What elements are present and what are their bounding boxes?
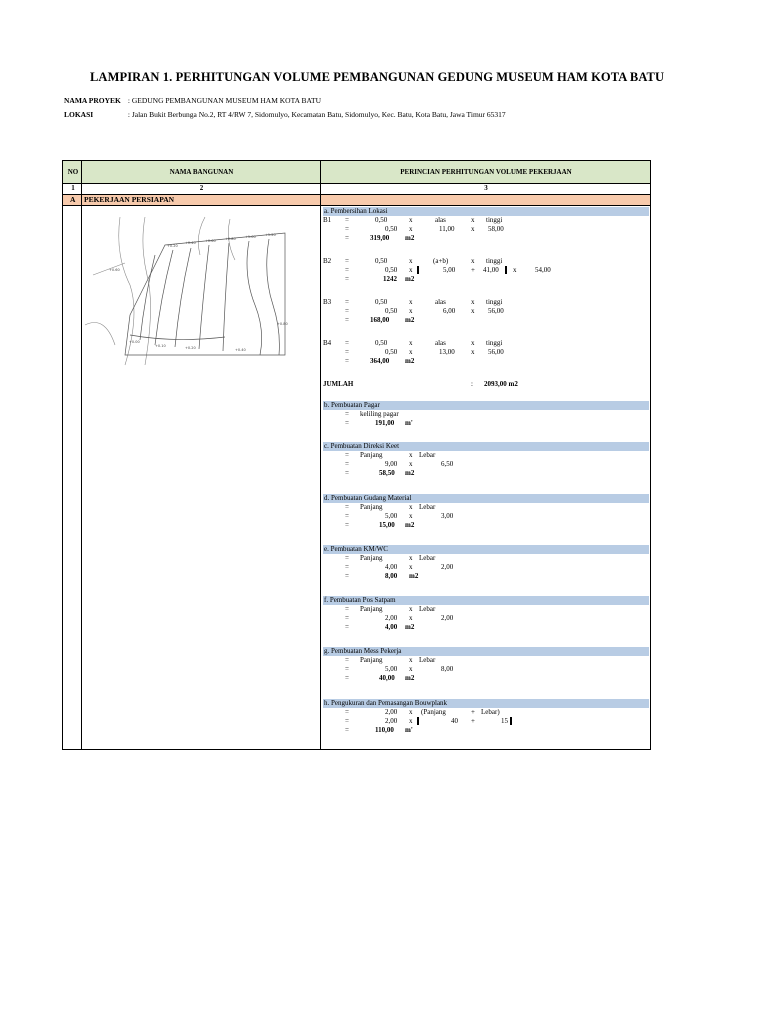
b4-x2: x bbox=[471, 339, 475, 347]
project-label: NAMA PROYEK bbox=[64, 96, 121, 105]
item-h-title: h. Pengukuran dan Pemasangan Bouwplank bbox=[324, 699, 448, 707]
g-eq3: = bbox=[345, 674, 349, 682]
item-d-title: d. Pembuatan Gudang Material bbox=[324, 494, 412, 502]
g-panjang: Panjang bbox=[360, 656, 383, 664]
column-number-row bbox=[63, 183, 650, 195]
svg-text:+0.20: +0.20 bbox=[167, 244, 178, 248]
b2-x4: x bbox=[513, 266, 517, 274]
b1-val2: 11,00 bbox=[439, 225, 455, 233]
g-eq: = bbox=[345, 656, 349, 664]
b3-val2: 6,00 bbox=[443, 307, 456, 315]
b2-x3: x bbox=[409, 266, 413, 274]
b1-val3: 58,00 bbox=[488, 225, 504, 233]
b1-unit: m2 bbox=[405, 234, 415, 242]
b2-val1: 0,50 bbox=[385, 266, 398, 274]
b-result: 191,00 bbox=[375, 419, 395, 427]
c-panjang: Panjang bbox=[360, 451, 383, 459]
b2-val4: 54,00 bbox=[535, 266, 551, 274]
f-unit: m2 bbox=[405, 623, 415, 631]
b4-x: x bbox=[409, 339, 413, 347]
project-value: : GEDUNG PEMBANGUNAN MUSEUM HAM KOTA BATU bbox=[127, 96, 322, 105]
b4-x3: x bbox=[409, 348, 413, 356]
b4-result: 364,00 bbox=[370, 357, 390, 365]
b4-val2: 13,00 bbox=[439, 348, 455, 356]
c-x2: x bbox=[409, 460, 413, 468]
b1-x2: x bbox=[471, 216, 475, 224]
d-x2: x bbox=[409, 512, 413, 520]
table-header bbox=[63, 161, 650, 184]
g-result: 40,00 bbox=[379, 674, 395, 682]
b-eq: = bbox=[345, 410, 349, 418]
d-val1: 5,00 bbox=[385, 512, 398, 520]
svg-text:+1.00: +1.00 bbox=[245, 235, 256, 239]
svg-text:+0.60: +0.60 bbox=[109, 268, 120, 272]
svg-text:+0.80: +0.80 bbox=[277, 322, 288, 326]
section-a-row bbox=[63, 195, 650, 206]
b2-eq: = bbox=[345, 257, 349, 265]
b3-val3: 56,00 bbox=[488, 307, 504, 315]
h-eq: = bbox=[345, 708, 349, 716]
h-val3: 40 bbox=[451, 717, 458, 725]
b2-x: x bbox=[409, 257, 413, 265]
item-f-title: f. Pembuatan Pos Satpam bbox=[324, 596, 396, 604]
svg-text:+0.20: +0.20 bbox=[185, 346, 196, 350]
b1-label: B1 bbox=[323, 216, 332, 224]
d-val2: 3,00 bbox=[441, 512, 454, 520]
f-x: x bbox=[409, 605, 413, 613]
c-x: x bbox=[409, 451, 413, 459]
b-unit: m' bbox=[405, 419, 413, 427]
b1-val1: 0,50 bbox=[385, 225, 398, 233]
volume-table bbox=[62, 160, 651, 750]
b4-alas: alas bbox=[435, 339, 446, 347]
jumlah-label: JUMLAH bbox=[323, 380, 354, 388]
jumlah-value: 2093,00 m2 bbox=[484, 380, 518, 388]
h-bar bbox=[417, 717, 419, 725]
f-lebar: Lebar bbox=[419, 605, 436, 613]
e-unit: m2 bbox=[409, 572, 419, 580]
h-plus2: + bbox=[471, 717, 475, 725]
h-x: x bbox=[409, 708, 413, 716]
f-val1: 2,00 bbox=[385, 614, 398, 622]
g-eq2: = bbox=[345, 665, 349, 673]
h-eq2: = bbox=[345, 717, 349, 725]
d-eq2: = bbox=[345, 512, 349, 520]
col-number-2: 2 bbox=[199, 184, 204, 192]
svg-text:+0.00: +0.00 bbox=[129, 340, 140, 344]
b-keliling: keliling pagar bbox=[360, 410, 399, 418]
b3-eq2: = bbox=[345, 307, 349, 315]
b1-alas: alas bbox=[435, 216, 446, 224]
b2-unit: m2 bbox=[405, 275, 415, 283]
column-divider bbox=[81, 161, 82, 749]
b1-eq: = bbox=[345, 216, 349, 224]
c-val1: 9,00 bbox=[385, 460, 398, 468]
svg-text:+0.60: +0.60 bbox=[205, 239, 216, 243]
b3-half: 0,50 bbox=[375, 298, 388, 306]
b4-tinggi: tinggi bbox=[486, 339, 503, 347]
c-unit: m2 bbox=[405, 469, 415, 477]
item-g-title: g. Pembuatan Mess Pekerja bbox=[324, 647, 402, 655]
b1-x3: x bbox=[409, 225, 413, 233]
f-eq3: = bbox=[345, 623, 349, 631]
b4-val1: 0,50 bbox=[385, 348, 398, 356]
b2-val2: 5,00 bbox=[443, 266, 456, 274]
d-eq3: = bbox=[345, 521, 349, 529]
document-title: LAMPIRAN 1. PERHITUNGAN VOLUME PEMBANGUNAN GEDUNG MUSEUM HAM KOTA BATU bbox=[90, 70, 665, 84]
b4-eq: = bbox=[345, 339, 349, 347]
b2-result: 1242 bbox=[383, 275, 397, 283]
f-val2: 2,00 bbox=[441, 614, 454, 622]
jumlah-colon: : bbox=[471, 380, 473, 388]
c-lebar: Lebar bbox=[419, 451, 436, 459]
col-number-1: 1 bbox=[71, 184, 75, 192]
f-eq: = bbox=[345, 605, 349, 613]
b3-x: x bbox=[409, 298, 413, 306]
h-panjang: (Panjang bbox=[421, 708, 446, 716]
b3-val1: 0,50 bbox=[385, 307, 398, 315]
h-val2: 2,00 bbox=[385, 717, 398, 725]
e-x: x bbox=[409, 554, 413, 562]
b1-half: 0,50 bbox=[375, 216, 388, 224]
d-lebar: Lebar bbox=[419, 503, 436, 511]
b3-x2: x bbox=[471, 298, 475, 306]
g-x: x bbox=[409, 656, 413, 664]
h-unit: m' bbox=[405, 726, 413, 734]
d-result: 15,00 bbox=[379, 521, 395, 529]
b4-label: B4 bbox=[323, 339, 332, 347]
b2-half: 0,50 bbox=[375, 257, 388, 265]
g-unit: m2 bbox=[405, 674, 415, 682]
item-a-title: a. Pembersihan Lokasi bbox=[324, 207, 388, 215]
b3-unit: m2 bbox=[405, 316, 415, 324]
col-number-3: 3 bbox=[484, 184, 488, 192]
d-x: x bbox=[409, 503, 413, 511]
b4-half: 0,50 bbox=[375, 339, 388, 347]
b2-x2: x bbox=[471, 257, 475, 265]
h-lebar: Lebar) bbox=[481, 708, 500, 716]
d-eq: = bbox=[345, 503, 349, 511]
b1-x4: x bbox=[471, 225, 475, 233]
location-row bbox=[64, 110, 506, 119]
b2-eq2: = bbox=[345, 266, 349, 274]
svg-text:+0.40: +0.40 bbox=[235, 348, 246, 352]
b3-label: B3 bbox=[323, 298, 332, 306]
g-lebar: Lebar bbox=[419, 656, 436, 664]
b1-eq3: = bbox=[345, 234, 349, 242]
section-name: PEKERJAAN PERSIAPAN bbox=[84, 195, 175, 204]
header-no: NO bbox=[67, 168, 79, 176]
svg-text:+0.10: +0.10 bbox=[155, 344, 166, 348]
b1-result: 319,00 bbox=[370, 234, 390, 242]
item-b-title: b. Pembuatan Pagar bbox=[324, 401, 380, 409]
f-panjang: Panjang bbox=[360, 605, 383, 613]
g-x2: x bbox=[409, 665, 413, 673]
e-val1: 4,00 bbox=[385, 563, 398, 571]
item-c-title: c. Pembuatan Direksi Keet bbox=[324, 442, 400, 450]
e-result: 8,00 bbox=[385, 572, 398, 580]
b4-eq3: = bbox=[345, 357, 349, 365]
b3-x3: x bbox=[409, 307, 413, 315]
g-val2: 8,00 bbox=[441, 665, 454, 673]
h-x2: x bbox=[409, 717, 413, 725]
h-bar2 bbox=[510, 717, 512, 725]
c-eq2: = bbox=[345, 460, 349, 468]
b1-tinggi: tinggi bbox=[486, 216, 503, 224]
e-lebar: Lebar bbox=[419, 554, 436, 562]
b4-x4: x bbox=[471, 348, 475, 356]
b3-tinggi: tinggi bbox=[486, 298, 503, 306]
b2-plus: + bbox=[471, 266, 475, 274]
e-eq3: = bbox=[345, 572, 349, 580]
b4-eq2: = bbox=[345, 348, 349, 356]
b4-unit: m2 bbox=[405, 357, 415, 365]
f-eq2: = bbox=[345, 614, 349, 622]
h-plus: + bbox=[471, 708, 475, 716]
b3-eq3: = bbox=[345, 316, 349, 324]
header-nama-bangunan: NAMA BANGUNAN bbox=[169, 168, 234, 176]
f-x2: x bbox=[409, 614, 413, 622]
b1-eq2: = bbox=[345, 225, 349, 233]
e-eq2: = bbox=[345, 563, 349, 571]
h-val1: 2,00 bbox=[385, 708, 398, 716]
b3-x4: x bbox=[471, 307, 475, 315]
h-val4: 15 bbox=[501, 717, 508, 725]
b-eq2: = bbox=[345, 419, 349, 427]
item-e-title: e. Pembuatan KM/WC bbox=[324, 545, 388, 553]
c-val2: 6,50 bbox=[441, 460, 454, 468]
location-label: LOKASI bbox=[64, 110, 94, 119]
c-eq3: = bbox=[345, 469, 349, 477]
svg-text:+1.20: +1.20 bbox=[265, 233, 276, 237]
column-divider bbox=[320, 161, 321, 749]
b2-val3: 41,00 bbox=[483, 266, 499, 274]
e-panjang: Panjang bbox=[360, 554, 383, 562]
b2-tinggi: tinggi bbox=[486, 257, 503, 265]
h-eq3: = bbox=[345, 726, 349, 734]
svg-text:+0.40: +0.40 bbox=[185, 241, 196, 245]
c-eq: = bbox=[345, 451, 349, 459]
b2-bar2 bbox=[505, 266, 507, 274]
e-val2: 2,00 bbox=[441, 563, 454, 571]
e-eq: = bbox=[345, 554, 349, 562]
b3-eq: = bbox=[345, 298, 349, 306]
d-unit: m2 bbox=[405, 521, 415, 529]
b3-alas: alas bbox=[435, 298, 446, 306]
site-contour-map bbox=[85, 215, 288, 365]
g-val1: 5,00 bbox=[385, 665, 398, 673]
b2-bar bbox=[417, 266, 419, 274]
b3-result: 168,00 bbox=[370, 316, 390, 324]
e-x2: x bbox=[409, 563, 413, 571]
section-code: A bbox=[70, 195, 76, 204]
svg-text:+0.80: +0.80 bbox=[225, 237, 236, 241]
header-perincian: PERINCIAN PERHITUNGAN VOLUME PEKERJAAN bbox=[400, 168, 572, 176]
location-value: : Jalan Bukit Berbunga No.2, RT 4/RW 7, Sidomulyo, Kecamatan Batu, Sidomulyo, Kec. Batu, Kota Batu, Jawa Timur 65317 bbox=[127, 110, 506, 119]
b4-val3: 56,00 bbox=[488, 348, 504, 356]
f-result: 4,00 bbox=[385, 623, 398, 631]
d-panjang: Panjang bbox=[360, 503, 383, 511]
c-result: 58,50 bbox=[379, 469, 395, 477]
b2-ab: (a+b) bbox=[433, 257, 449, 265]
b2-eq3: = bbox=[345, 275, 349, 283]
h-result: 110,00 bbox=[375, 726, 394, 734]
b2-label: B2 bbox=[323, 257, 332, 265]
b1-x: x bbox=[409, 216, 413, 224]
project-row bbox=[64, 96, 321, 105]
